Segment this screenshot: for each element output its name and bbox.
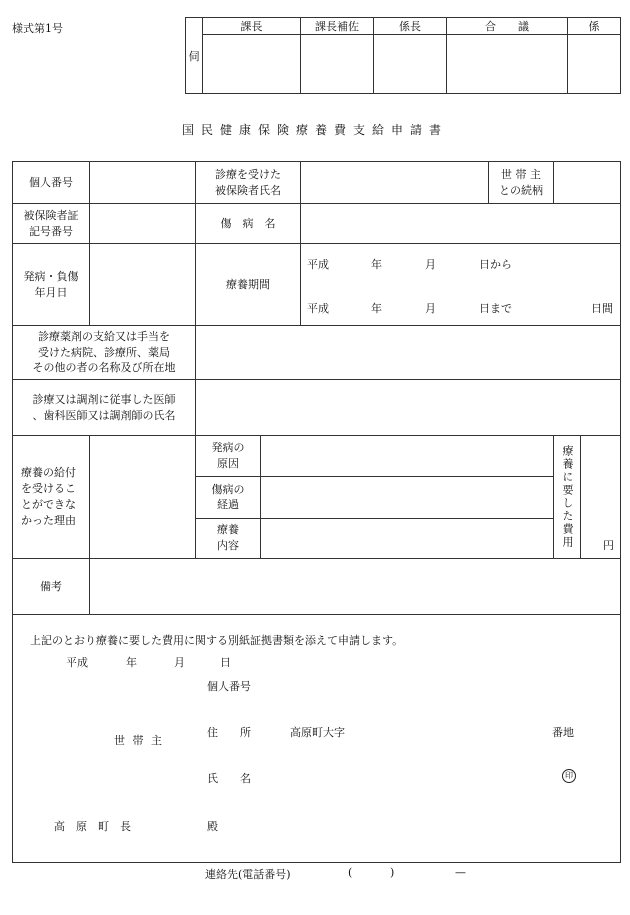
label-treatment-period: 療養期間 <box>196 244 301 326</box>
period-from-era: 平成 <box>307 257 329 271</box>
name-label: 氏 名 <box>207 772 251 785</box>
approval-stamp-table <box>185 17 621 94</box>
label-relationship: 世 帯 主 との続柄 <box>489 162 554 204</box>
address-label: 住 所 <box>207 726 251 739</box>
approval-box-1[interactable] <box>203 35 301 94</box>
label-insurance-card-number: 被保険者証 記号番号 <box>13 204 90 244</box>
input-cause[interactable] <box>261 436 554 477</box>
input-onset-date[interactable] <box>90 244 196 326</box>
honorific: 殿 <box>207 820 218 833</box>
applicant-individual-number-label: 個人番号 <box>207 680 251 693</box>
period-to-day: 日まで <box>479 301 512 315</box>
declaration-date-day: 日 <box>220 656 231 669</box>
declaration-date-year: 年 <box>126 656 137 669</box>
input-reason[interactable] <box>90 436 196 559</box>
approval-col-consultation: 合 議 <box>447 18 568 35</box>
period-days: 日間 <box>591 301 613 315</box>
contact-paren-close: ) <box>390 866 395 879</box>
label-content: 療養 内容 <box>196 518 261 558</box>
input-insurance-card-number[interactable] <box>90 204 196 244</box>
yen-unit: 円 <box>603 539 614 553</box>
input-individual-number[interactable] <box>90 162 196 204</box>
period-to-era: 平成 <box>307 301 329 315</box>
input-remarks[interactable] <box>90 559 621 615</box>
label-remarks: 備考 <box>13 559 90 615</box>
label-cost: 療養に要した費用 <box>560 445 574 549</box>
contact-label: 連絡先(電話番号) <box>205 868 291 881</box>
declaration-date-era: 平成 <box>66 656 88 669</box>
period-to-month: 月 <box>425 301 436 315</box>
input-treatment-period[interactable] <box>301 244 621 326</box>
approval-col-assistant-chief: 課長補佐 <box>301 18 374 35</box>
label-disease-name: 傷 病 名 <box>196 204 301 244</box>
input-content[interactable] <box>261 518 554 558</box>
form-title: 国民健康保険療養費支給申請書 <box>181 123 448 137</box>
seal-mark: 印 <box>562 769 576 783</box>
input-insured-name[interactable] <box>301 162 489 204</box>
label-practitioner: 診療又は調剤に従事した医師 、歯科医師又は調剤師の氏名 <box>13 380 196 436</box>
label-insured-name: 診療を受けた 被保険者氏名 <box>196 162 301 204</box>
input-provider[interactable] <box>196 326 621 380</box>
input-cost[interactable] <box>581 436 620 558</box>
approval-box-2[interactable] <box>301 35 374 94</box>
label-progress: 傷病の 経過 <box>196 477 261 518</box>
period-to-year: 年 <box>371 301 382 315</box>
input-progress[interactable] <box>261 477 554 518</box>
declaration-date-month: 月 <box>174 656 185 669</box>
approval-col-staff: 係 <box>568 18 621 35</box>
approval-box-4[interactable] <box>447 35 568 94</box>
input-disease-name[interactable] <box>301 204 621 244</box>
label-provider: 診療薬剤の支給又は手当を 受けた病院、診療所、薬局 その他の者の名称及び所在地 <box>13 326 196 380</box>
label-onset-date: 発病・負傷 年月日 <box>13 244 90 326</box>
period-from-year: 年 <box>371 257 382 271</box>
applicant-label: 世 帯 主 <box>114 734 164 747</box>
approval-box-3[interactable] <box>374 35 447 94</box>
contact-paren-open: ( <box>348 866 353 879</box>
period-from-day: 日から <box>479 257 512 271</box>
approval-col-subsection-chief: 係長 <box>374 18 447 35</box>
address-value: 高原町大字 <box>290 726 345 739</box>
period-from-month: 月 <box>425 257 436 271</box>
addressee: 高 原 町 長 <box>54 820 131 833</box>
label-individual-number: 個人番号 <box>13 162 90 204</box>
approval-col-section-chief: 課長 <box>203 18 301 35</box>
approval-box-5[interactable] <box>568 35 621 94</box>
application-table <box>12 161 621 615</box>
declaration-statement: 上記のとおり療養に要した費用に関する別紙証拠書類を添えて申請します。 <box>30 634 404 647</box>
input-relationship[interactable] <box>554 162 621 204</box>
label-reason: 療養の給付 を受けるこ とができな かった理由 <box>13 436 90 559</box>
label-cause: 発病の 原因 <box>196 436 261 477</box>
form-number: 様式第1号 <box>12 22 63 35</box>
approval-side-label: 伺 <box>186 18 203 94</box>
address-suffix: 番地 <box>552 726 574 739</box>
contact-dash: — <box>455 866 466 879</box>
input-practitioner[interactable] <box>196 380 621 436</box>
